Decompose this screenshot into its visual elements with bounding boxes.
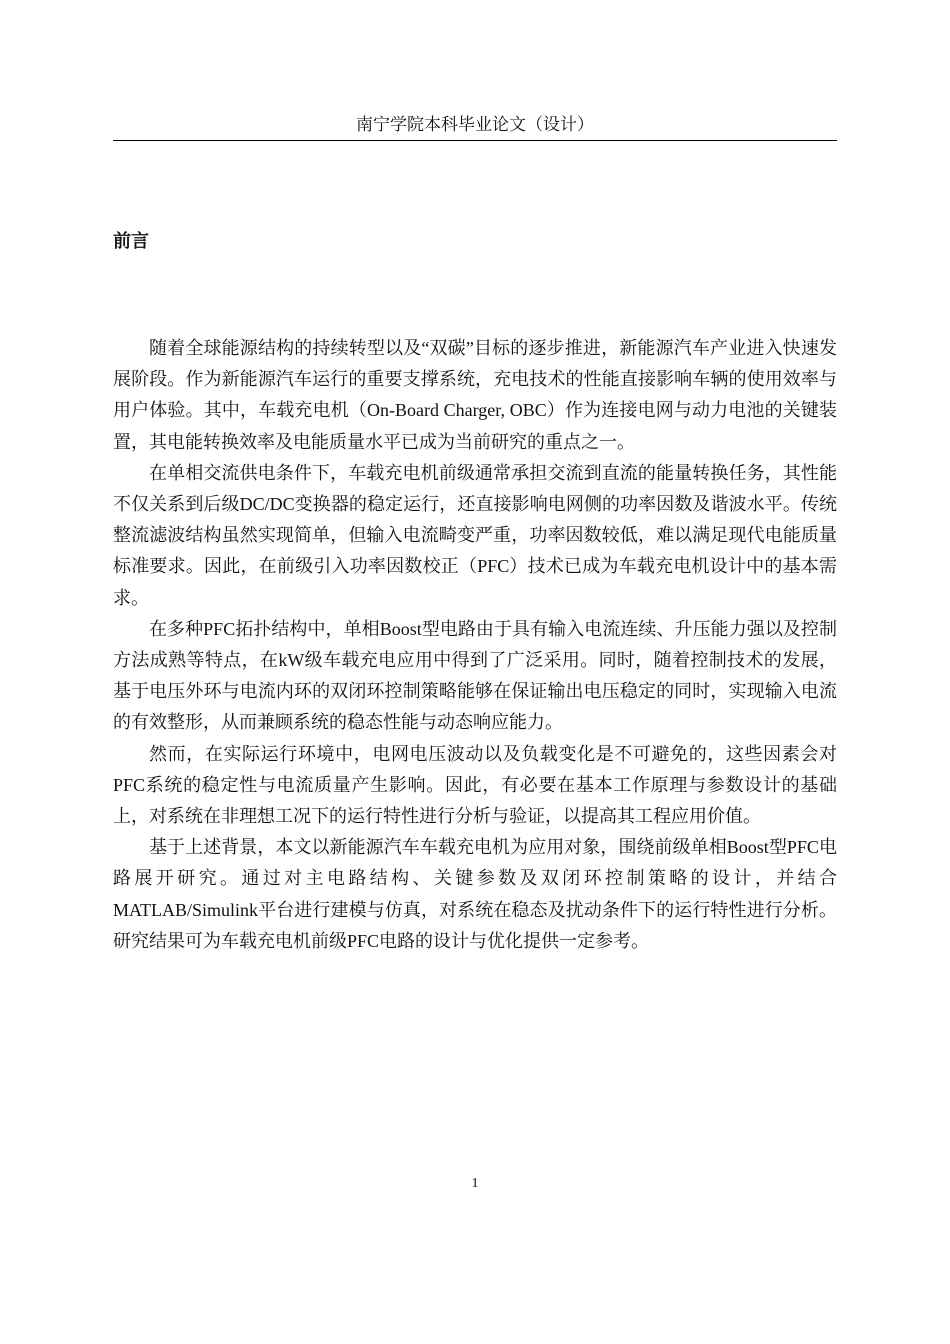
paragraph-4: 然而，在实际运行环境中，电网电压波动以及负载变化是不可避免的，这些因素会对PFC系统的稳定性与电流质量产生影响。因此，有必要在基本工作原理与参数设计的基础上，对系统在非理想工况下的运行特性进行分析与验证，以提高其工程应用价值。 xyxy=(113,743,837,827)
paragraph-2: 在单相交流供电条件下，车载充电机前级通常承担交流到直流的能量转换任务，其性能不仅关系到后级DC/DC变换器的稳定运行，还直接影响电网侧的功率因数及谐波水平。传统整流滤波结构虽然实现简单，但输入电流畸变严重，功率因数较低，难以满足现代电能质量标准要求。因此，在前级引入功率因数校正（PFC）技术已成为车载充电机设计中的基本需求。 xyxy=(113,462,837,608)
paragraph-1: 随着全球能源结构的持续转型以及“双碳”目标的逐步推进，新能源汽车产业进入快速发展阶段。作为新能源汽车运行的重要支撑系统，充电技术的性能直接影响车辆的使用效率与用户体验。其中，车载充电机（On-Board Charger, OBC）作为连接电网与动力电池的关键装置，其电能转换效率及电能质量水平已成为当前研究的重点之一。 xyxy=(113,338,837,452)
header-title: 南宁学院本科毕业论文（设计） xyxy=(356,115,594,134)
page-header xyxy=(113,112,837,141)
body-text xyxy=(113,333,837,957)
paragraph-5: 基于上述背景，本文以新能源汽车车载充电机为应用对象，围绕前级单相Boost型PFC电路展开研究。通过对主电路结构、关键参数及双闭环控制策略的设计，并结合MATLAB/Simulink平台进行建模与仿真，对系统在稳态及扰动条件下的运行特性进行分析。研究结果可为车载充电机前级PFC电路的设计与优化提供一定参考。 xyxy=(113,837,837,951)
section-title: 前言 xyxy=(113,231,149,251)
page-number: 1 xyxy=(471,1176,479,1191)
paragraph-3: 在多种PFC拓扑结构中，单相Boost型电路由于具有输入电流连续、升压能力强以及控制方法成熟等特点，在kW级车载充电应用中得到了广泛采用。同时，随着控制技术的发展，基于电压外环与电流内环的双闭环控制策略能够在保证输出电压稳定的同时，实现输入电流的有效整形，从而兼顾系统的稳态性能与动态响应能力。 xyxy=(113,618,837,733)
